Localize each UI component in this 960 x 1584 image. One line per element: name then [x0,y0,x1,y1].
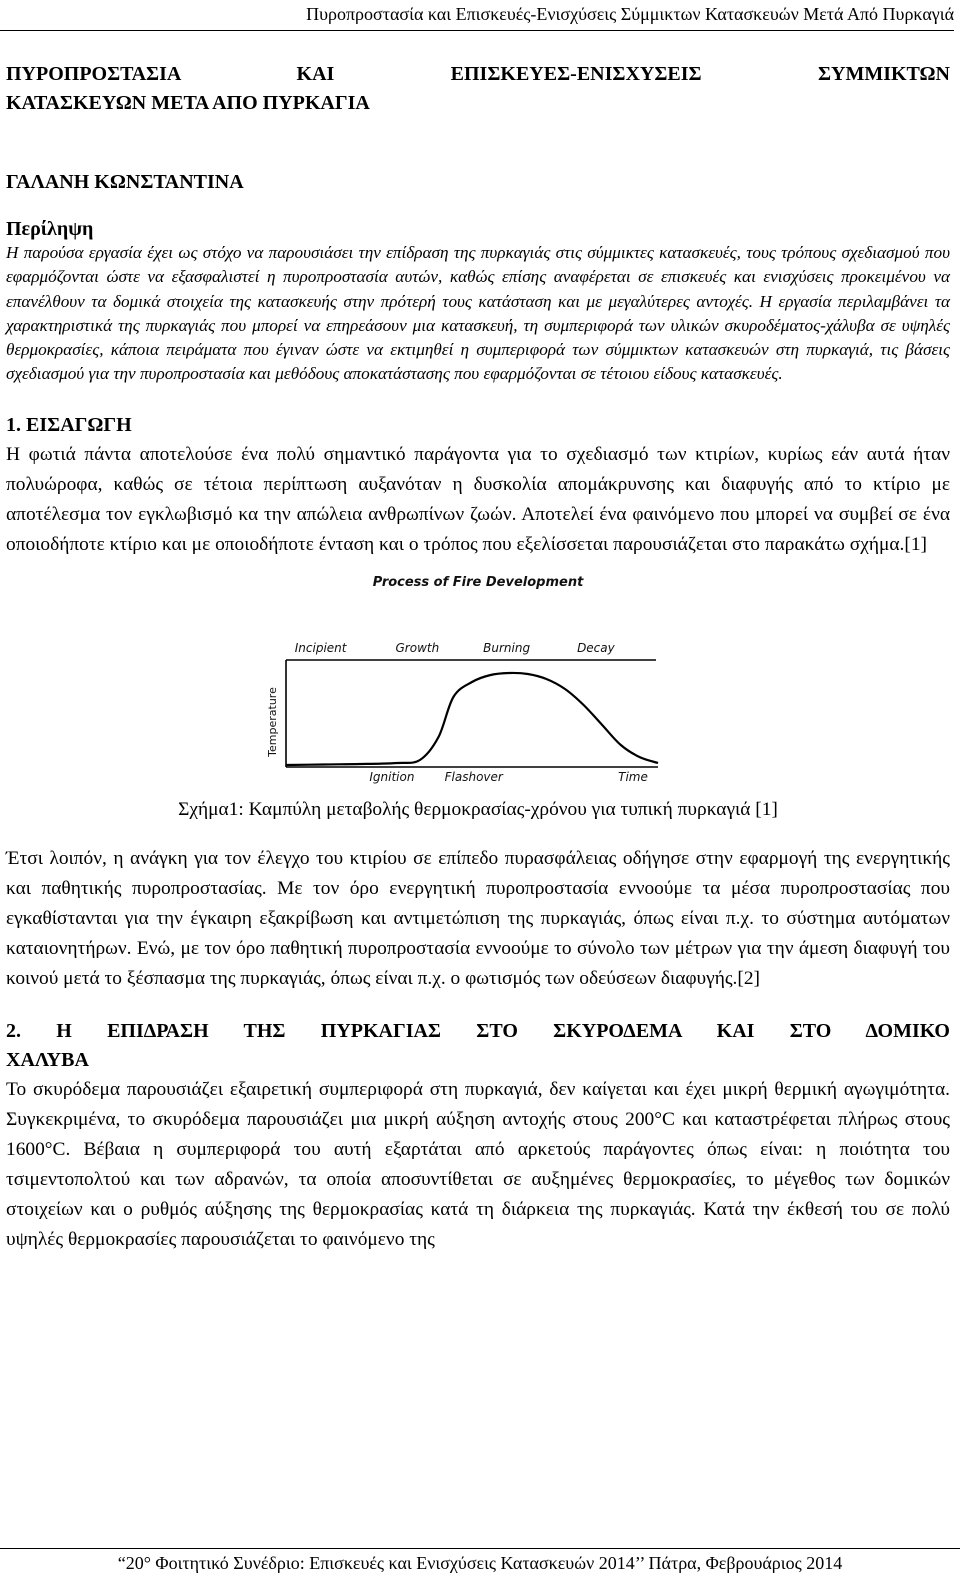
phase-label-decay: Decay [577,640,615,655]
running-title: Πυροπροστασία και Επισκευές-Ενισχύσεις Σύμμικτων Κατασκευών Μετά Από Πυρκαγιά [306,4,954,24]
section1-paragraph2: Έτσι λοιπόν, η ανάγκη για τον έλεγχο του κτιρίου σε επίπεδο πυρασφάλειας οδήγησε στην εφαρμογή της ενεργητικής και παθητικής πυροπροστασίας. Με τον όρο ενεργητική πυροπροστασία εννοούμε τα μέσα πυροπροστασίας που εγκαθίστανται για την έγκαιρη εξακρίβωση και αντιμετώπιση της πυρκαγιάς, όπως είναι π.χ. το σύστημα αυτόματων καταιονητήρων. Ενώ, με τον όρο παθητική πυροπροστασία εννοούμε το σύνολο των μέτρων για την άμεση διαφυγή του κοινού μετά το ξέσπασμα της πυρκαγιάς, όπως είναι π.χ. ο φωτισμός των οδεύσεων διαφυγής.[2] [6,847,950,989]
section1-heading: 1. ΕΙΣΑΓΩΓΗ [6,413,132,436]
phase-label-growth: Growth [395,640,440,655]
section2-paragraph1: Το σκυρόδεμα παρουσιάζει εξαιρετική συμπεριφορά στη πυρκαγιά, δεν καίγεται και έχει μικρή θερμική αγωγιμότητα. Συγκεκριμένα, το σκυρόδεμα παρουσιάζει μια μικρή αύξηση αντοχής στους 200°C και καταστρέφεται πλήρως στους 1600°C. Βέβαια η συμπεριφορά του αυτή εξαρτάται από αρκετούς παράγοντες όπως είναι: η ποιότητα του τσιμεντοπολτού και των αδρανών, τα οποία αποσυντίθεται σε αυξημένες θερμοκρασίες, το μέγεθος των δομικών στοιχείων και ο ρυθμός αύξησης της θερμοκρασίας κατά τη διάρκεια της πυρκαγιάς. Κατά την έκθεσή του σε πολύ υψηλές θερμοκρασίες παρουσιάζεται το φαινόμενο της [6,1078,950,1250]
fire-development-figure [228,572,728,792]
section2-heading-line1: 2. Η ΕΠΙΔΡΑΣΗ ΤΗΣ ΠΥΡΚΑΓΙΑΣ ΣΤΟ ΣΚΥΡΟΔΕΜΑ ΚΑΙ ΣΤΟ ΔΟΜΙΚΟ [6,1019,950,1042]
running-header [0,4,954,31]
paper-title-line2: ΚΑΤΑΣΚΕΥΩΝ ΜΕΤΑ ΑΠΟ ΠΥΡΚΑΓΙΑ [6,92,370,114]
chart-title: Process of Fire Development [372,574,584,590]
abstract-heading: Περίληψη [6,218,94,240]
footer-text: “20° Φοιτητικό Συνέδριο: Επισκευές και Ενισχύσεις Κατασκευών 2014’’ Πάτρα, Φεβρουάριος 2014 [117,1553,843,1573]
author: ΓΑΛΑΝΗ ΚΩΝΣΤΑΝΤΙΝΑ [6,171,244,193]
paper-title-line1: ΠΥΡΟΠΡΟΣΤΑΣΙΑ ΚΑΙ ΕΠΙΣΚΕΥΕΣ-ΕΝΙΣΧΥΣΕΙΣ ΣΥΜΜΙΚΤΩΝ [6,63,950,85]
event-label-ignition: Ignition [369,769,415,784]
section2-heading-line2: ΧΑΛΥΒΑ [6,1048,89,1071]
section1-paragraph1: Η φωτιά πάντα αποτελούσε ένα πολύ σημαντικό παράγοντα για το σχεδιασμό των κτιρίων, κυρίως εάν αυτά ήταν πολυώροφα, καθώς σε τέτοια περίπτωση αυξανόταν η δυσκολία απομάκρυνσης και διαφυγής από το κτίριο με αποτέλεσμα τον εγκλωβισμό κα την απώλεια ανθρωπίνων ζωών. Αποτελεί ένα φαινόμενο που μπορεί να συμβεί σε ένα οποιοδήποτε κτίριο και με οποιοδήποτε ένταση και ο τρόπος που εξελίσσεται παρουσιάζεται στο παρακάτω σχήμα.[1] [6,443,950,555]
temperature-curve [286,673,658,765]
phase-label-burning: Burning [483,640,531,655]
y-axis-label: Temperature [266,686,279,757]
phase-label-incipient: Incipient [294,640,347,655]
fire-development-chart [228,572,728,792]
event-label-flashover: Flashover [444,769,503,784]
abstract-text: Η παρούσα εργασία έχει ως στόχο να παρουσιάσει την επίδραση της πυρκαγιάς στις σύμμικτες κατασκευές, τους τρόπους σχεδιασμού που εφαρμόζονται ώστε να εξασφαλιστεί η πυροπροστασία αυτών, καθώς επίσης αναφέρεται σε επισκευές και ενισχύσεις προκειμένου να επανέλθουν τα δομικά στοιχεία της κατασκευής στην πρότερή τους κατάσταση και με μεγαλύτερες αντοχές. Η εργασία περιλαμβάνει τα χαρακτηριστικά της πυρκαγιάς που μπορεί να επηρεάσουν μια κατασκευή, τη συμπεριφορά των υλικών σκυροδέματος-χάλυβα σε υψηλές θερμοκρασίες, κάποια πειράματα που έγιναν ώστε να εκτιμηθεί η συμπεριφορά των σύμμικτων κατασκευών στη πυρκαγιά, τις βάσεις σχεδιασμού για την πυροπροστασία και μεθόδους αποκατάστασης που εφαρμόζονται σε τέτοιου είδους κατασκευές. [6,243,950,384]
page-content [6,60,950,1255]
figure-caption: Σχήμα1: Καμπύλη μεταβολής θερμοκρασίας-χρόνου για τυπική πυρκαγιά [1] [178,798,778,820]
x-axis-label: Time [618,769,648,784]
page-footer [0,1548,960,1574]
